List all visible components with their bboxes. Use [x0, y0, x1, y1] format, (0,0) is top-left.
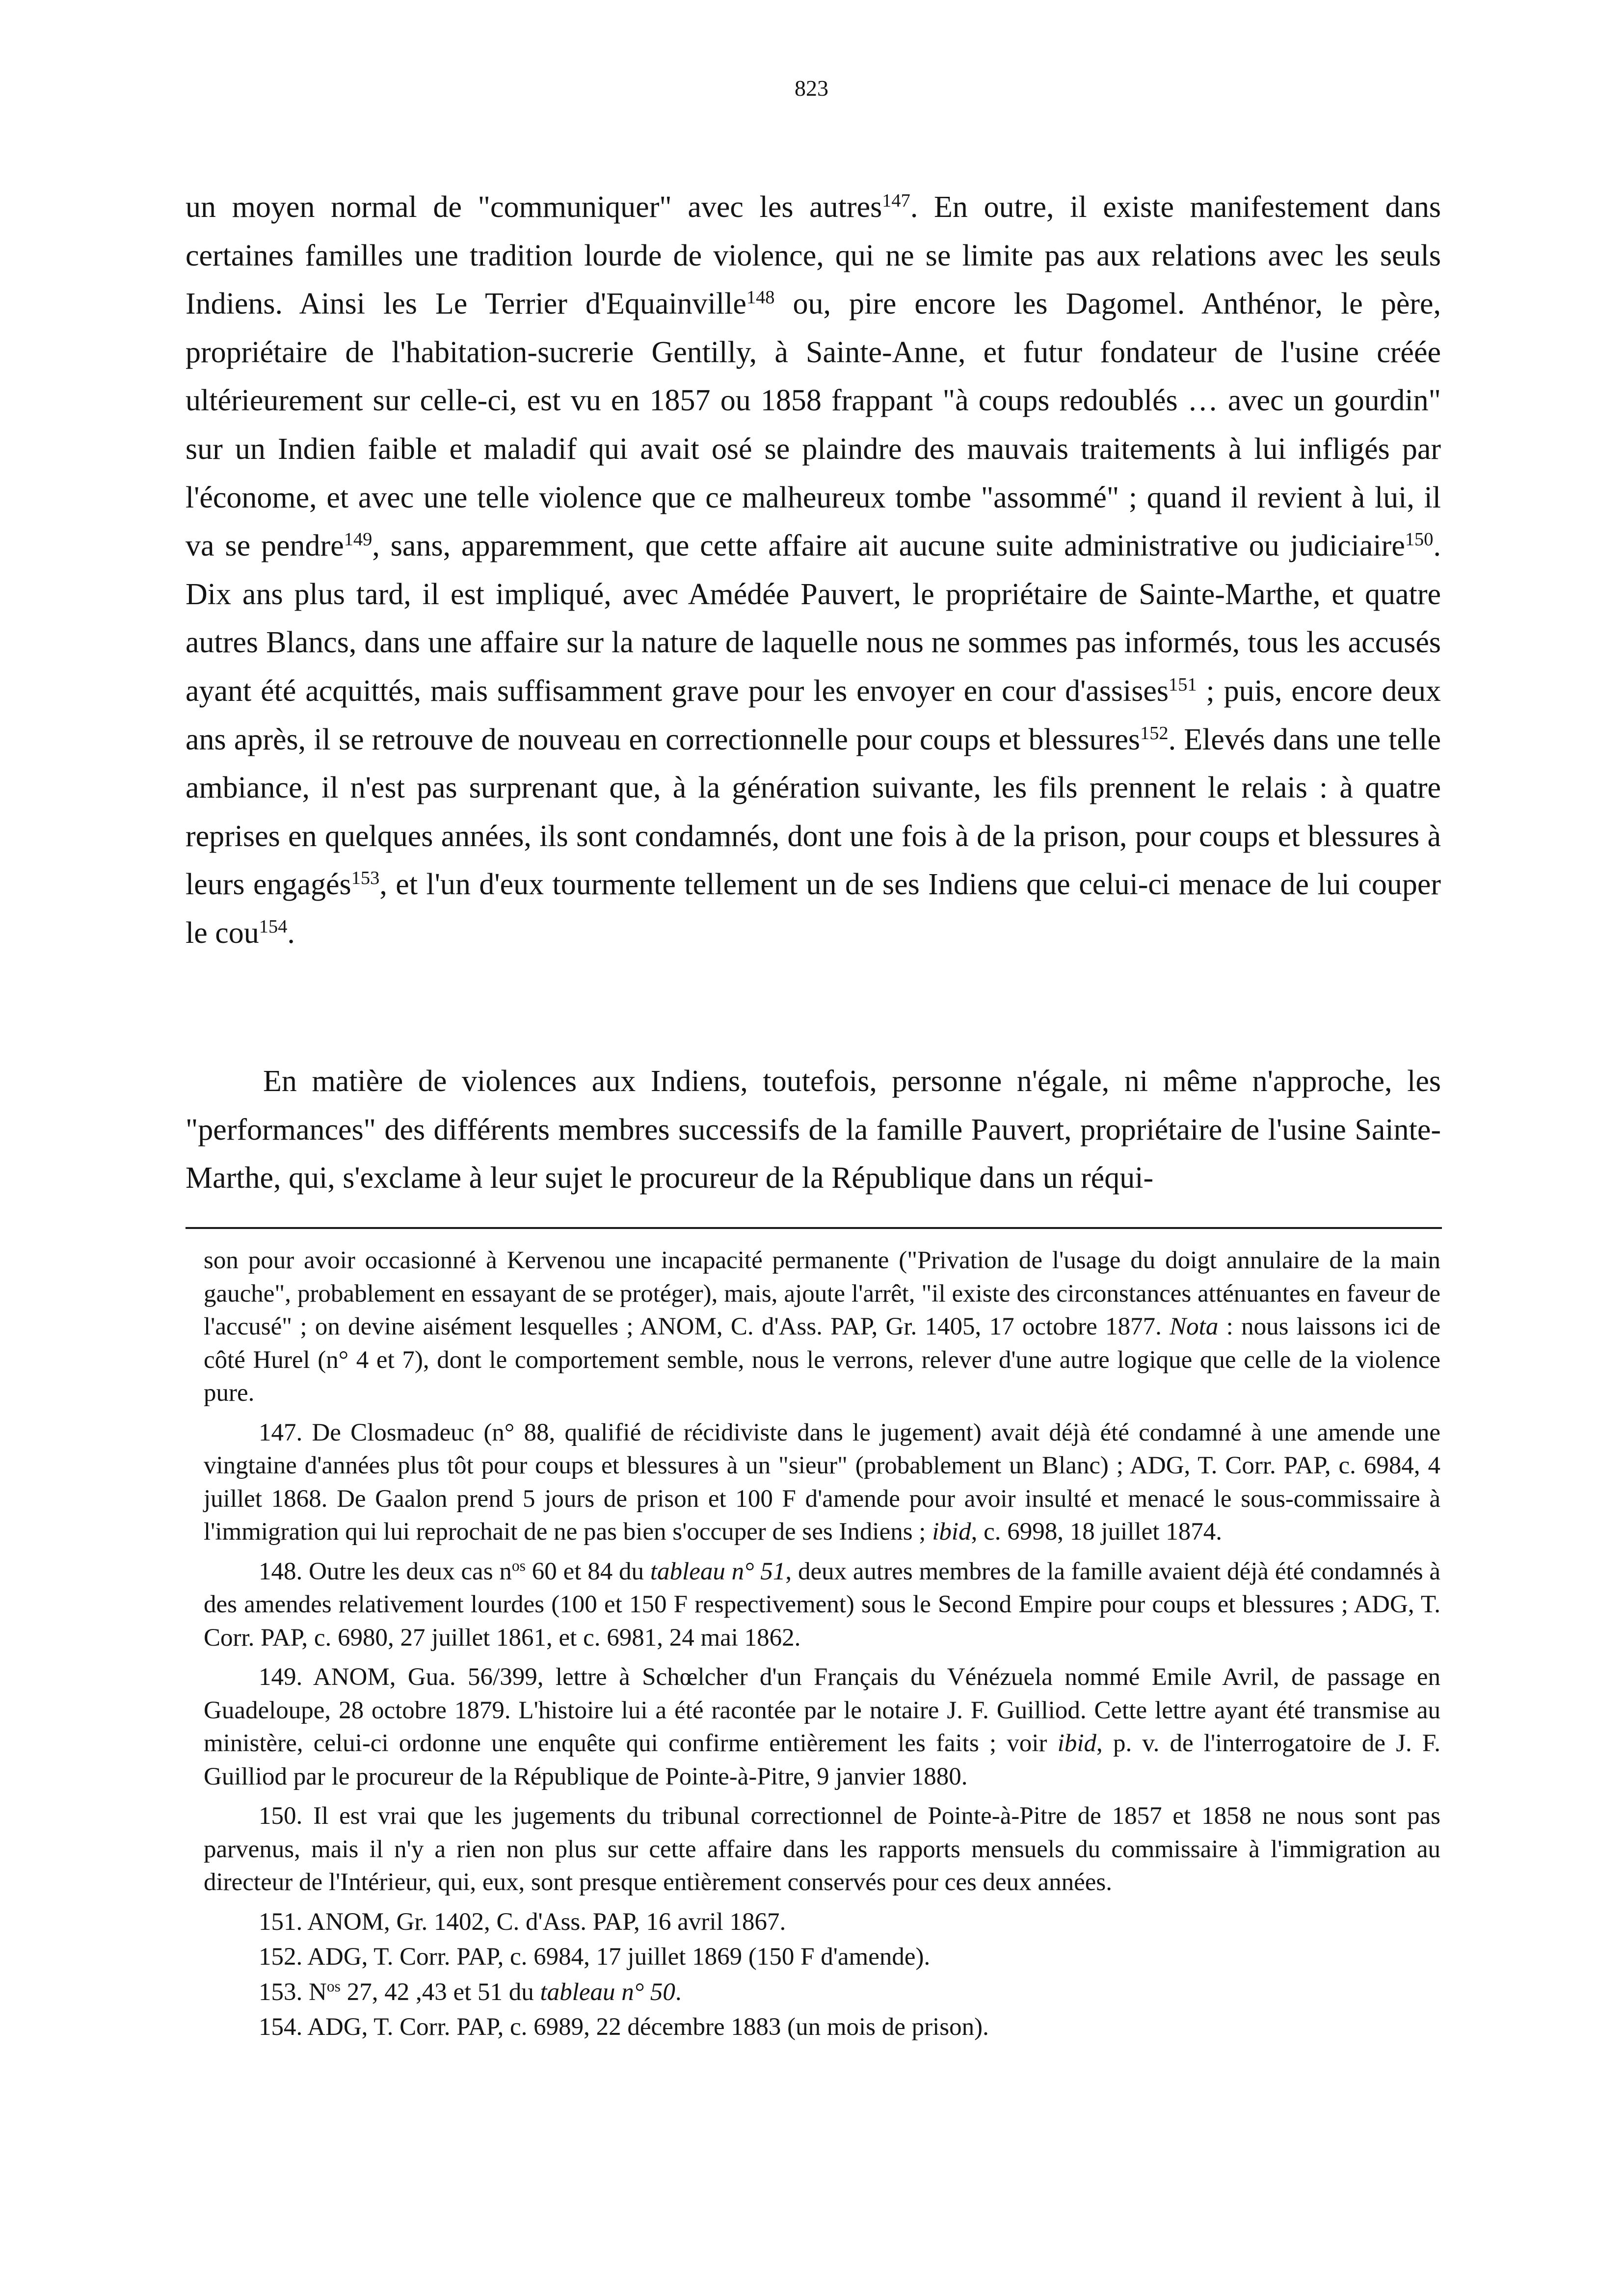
footnote-italic: tableau n° 50	[540, 1978, 675, 2006]
footnote-text: .	[675, 1978, 682, 2006]
paragraph-text: . En outre, il existe manifestement dans certaines familles une tradition lourde de violence, qui ne se limite pas aux relations avec les seuls Indiens. Ainsi les Le Terrier d'Equainville	[186, 190, 1441, 321]
footnote-147	[204, 1416, 1440, 1549]
paragraph-text: . Elevés dans une telle ambiance, il n'est pas surprenant que, à la génération suivante, les fils prennent le relais : à quatre reprises en quelques années, ils sont condamnés, dont une fois à de la prison, pour coups et blessures à leurs engagés	[186, 722, 1441, 902]
page-number: 823	[795, 76, 828, 101]
footnote-152: 152. ADG, T. Corr. PAP, c. 6984, 17 juillet 1869 (150 F d'amende).	[259, 1943, 931, 1971]
footnote-text: son pour avoir occasionné à Kervenou une incapacité permanente ("Privation de l'usage du doigt annulaire de la main gauche", probablement en essayant de se protéger), mais, ajoute l'arrêt, "il existe des circonstances atténuantes en faveur de l'accusé" ; on devine aisément lesquelles ; ANOM, C. d'Ass. PAP, Gr. 1405, 17 octobre 1877.	[204, 1247, 1440, 1340]
footnote-italic: ibid	[932, 1518, 971, 1546]
footnote-ref-153: 153	[351, 868, 380, 889]
paragraph-text: un moyen normal de "communiquer" avec les autres	[186, 190, 882, 224]
footnote-text: 60 et 84 du	[525, 1557, 650, 1585]
footnote-text: 148. Outre les deux cas n	[259, 1557, 512, 1585]
footnote-text: 147. De Closmadeuc (n° 88, qualifié de récidiviste dans le jugement) avait déjà été condamné à une amende une vingtaine d'années plus tôt pour coups et blessures à un "sieur" (probablement un Blanc) ; ADG, T. Corr. PAP, c. 6984, 4 juillet 1868. De Gaalon prend 5 jours de prison et 100 F d'amende pour avoir insulté et menacé le sous-commissaire à l'immigration qui lui reprochait de ne pas bien s'occuper de ses Indiens ;	[204, 1418, 1440, 1546]
footnote-text: : nous laissons ici de côté Hurel (n° 4 et 7), dont le comportement semble, nous le verrons, relever d'une autre logique que celle de la violence pure.	[204, 1313, 1440, 1407]
footnote-superscript: os	[511, 1557, 526, 1575]
paragraph-text: , sans, apparemment, que cette affaire ait aucune suite administrative ou judiciaire	[372, 529, 1405, 563]
footnote-text: , p. v. de l'interrogatoire de J. F. Guilliod par le procureur de la République de Pointe-à-Pitre, 9 janvier 1880.	[204, 1730, 1441, 1790]
footnote-italic: Nota	[1170, 1313, 1219, 1340]
footnote-text: , deux autres membres de la famille avaient déjà été condamnés à des amendes relativement lourdes (100 et 150 F respectivement) sous le Second Empire pour coups et blessures ; ADG, T. Corr. PAP, c. 6980, 27 juillet 1861, et c. 6981, 24 mai 1862.	[204, 1557, 1441, 1652]
footnote-text: 153. N	[259, 1978, 327, 2006]
footnote-ref-150: 150	[1405, 529, 1434, 550]
footnote-ref-147: 147	[882, 190, 910, 211]
body-paragraph-1	[186, 183, 1441, 958]
footnote-ref-154: 154	[259, 916, 288, 937]
footnote-150: 150. Il est vrai que les jugements du tribunal correctionnel de Pointe-à-Pitre de 1857 et 1858 ne nous sont pas parvenus, mais il n'y a rien non plus sur cette affaire dans les rapports mensuels du commissaire à l'immigration au directeur de l'Intérieur, qui, eux, sont presque entièrement conservés pour ces deux années.	[204, 1802, 1440, 1896]
footnote-149	[204, 1661, 1440, 1793]
footnote-text: 149. ANOM, Gua. 56/399, lettre à Schœlcher d'un Français du Vénézuela nommé Emile Avril, de passage en Guadeloupe, 28 octobre 1879. L'histoire lui a été racontée par le notaire J. F. Guilliod. Cette lettre ayant été transmise au ministère, celui-ci ordonne une enquête qui confirme entièrement les faits ; voir	[204, 1663, 1440, 1757]
footnote-153	[204, 1976, 1440, 2009]
footnote-ref-152: 152	[1140, 722, 1169, 744]
footnote-ref-151: 151	[1169, 674, 1197, 695]
footnote-ref-149: 149	[344, 529, 372, 550]
paragraph-text: . Dix ans plus tard, il est impliqué, avec Amédée Pauvert, le propriétaire de Sainte-Marthe, et quatre autres Blancs, dans une affaire sur la nature de laquelle nous ne sommes pas informés, tous les accusés ayant été acquittés, mais suffisamment grave pour les envoyer en cour d'assises	[186, 529, 1441, 708]
footnote-superscript: os	[326, 1977, 341, 1995]
footnote-text: 27, 42 ,43 et 51 du	[340, 1978, 540, 2006]
footnote-italic: tableau n° 51	[650, 1557, 786, 1585]
paragraph-text: , et l'un d'eux tourmente tellement un de ses Indiens que celui-ci menace de lui couper le cou	[186, 868, 1441, 950]
paragraph-text: ; puis, encore deux ans après, il se retrouve de nouveau en correctionnelle pour coups et blessures	[186, 674, 1441, 756]
body-paragraph-2	[186, 1057, 1441, 1202]
paragraph-text: .	[287, 916, 295, 950]
footnote-separator	[186, 1227, 1442, 1229]
footnote-148	[204, 1555, 1440, 1655]
paragraph-text: En matière de violences aux Indiens, toutefois, personne n'égale, ni même n'approche, les "performances" des différents membres successifs de la famille Pauvert, propriétaire de l'usine Sainte-Marthe, qui, s'exclame à leur sujet le procureur de la République dans un réqui-	[186, 1065, 1441, 1195]
footnote-continuation	[204, 1244, 1440, 1410]
paragraph-text: ou, pire encore les Dagomel. Anthénor, le père, propriétaire de l'habitation-sucrerie Gentilly, à Sainte-Anne, et futur fondateur de l'usine créée ultérieurement sur celle-ci, est vu en 1857 ou 1858 frappant "à coups redoublés … avec un gourdin" sur un Indien faible et maladif qui avait osé se plaindre des mauvais traitements à lui infligés par l'économe, et avec une telle violence que ce malheureux tombe "assommé" ; quand il revient à lui, il va se pendre	[186, 287, 1441, 563]
footnote-italic: ibid	[1057, 1730, 1097, 1757]
footnote-text: , c. 6998, 18 juillet 1874.	[971, 1518, 1222, 1546]
footnote-154: 154. ADG, T. Corr. PAP, c. 6989, 22 décembre 1883 (un mois de prison).	[259, 2013, 989, 2041]
footnote-151: 151. ANOM, Gr. 1402, C. d'Ass. PAP, 16 avril 1867.	[259, 1908, 786, 1936]
footnotes	[204, 1244, 1440, 2046]
footnote-ref-148: 148	[746, 287, 775, 308]
